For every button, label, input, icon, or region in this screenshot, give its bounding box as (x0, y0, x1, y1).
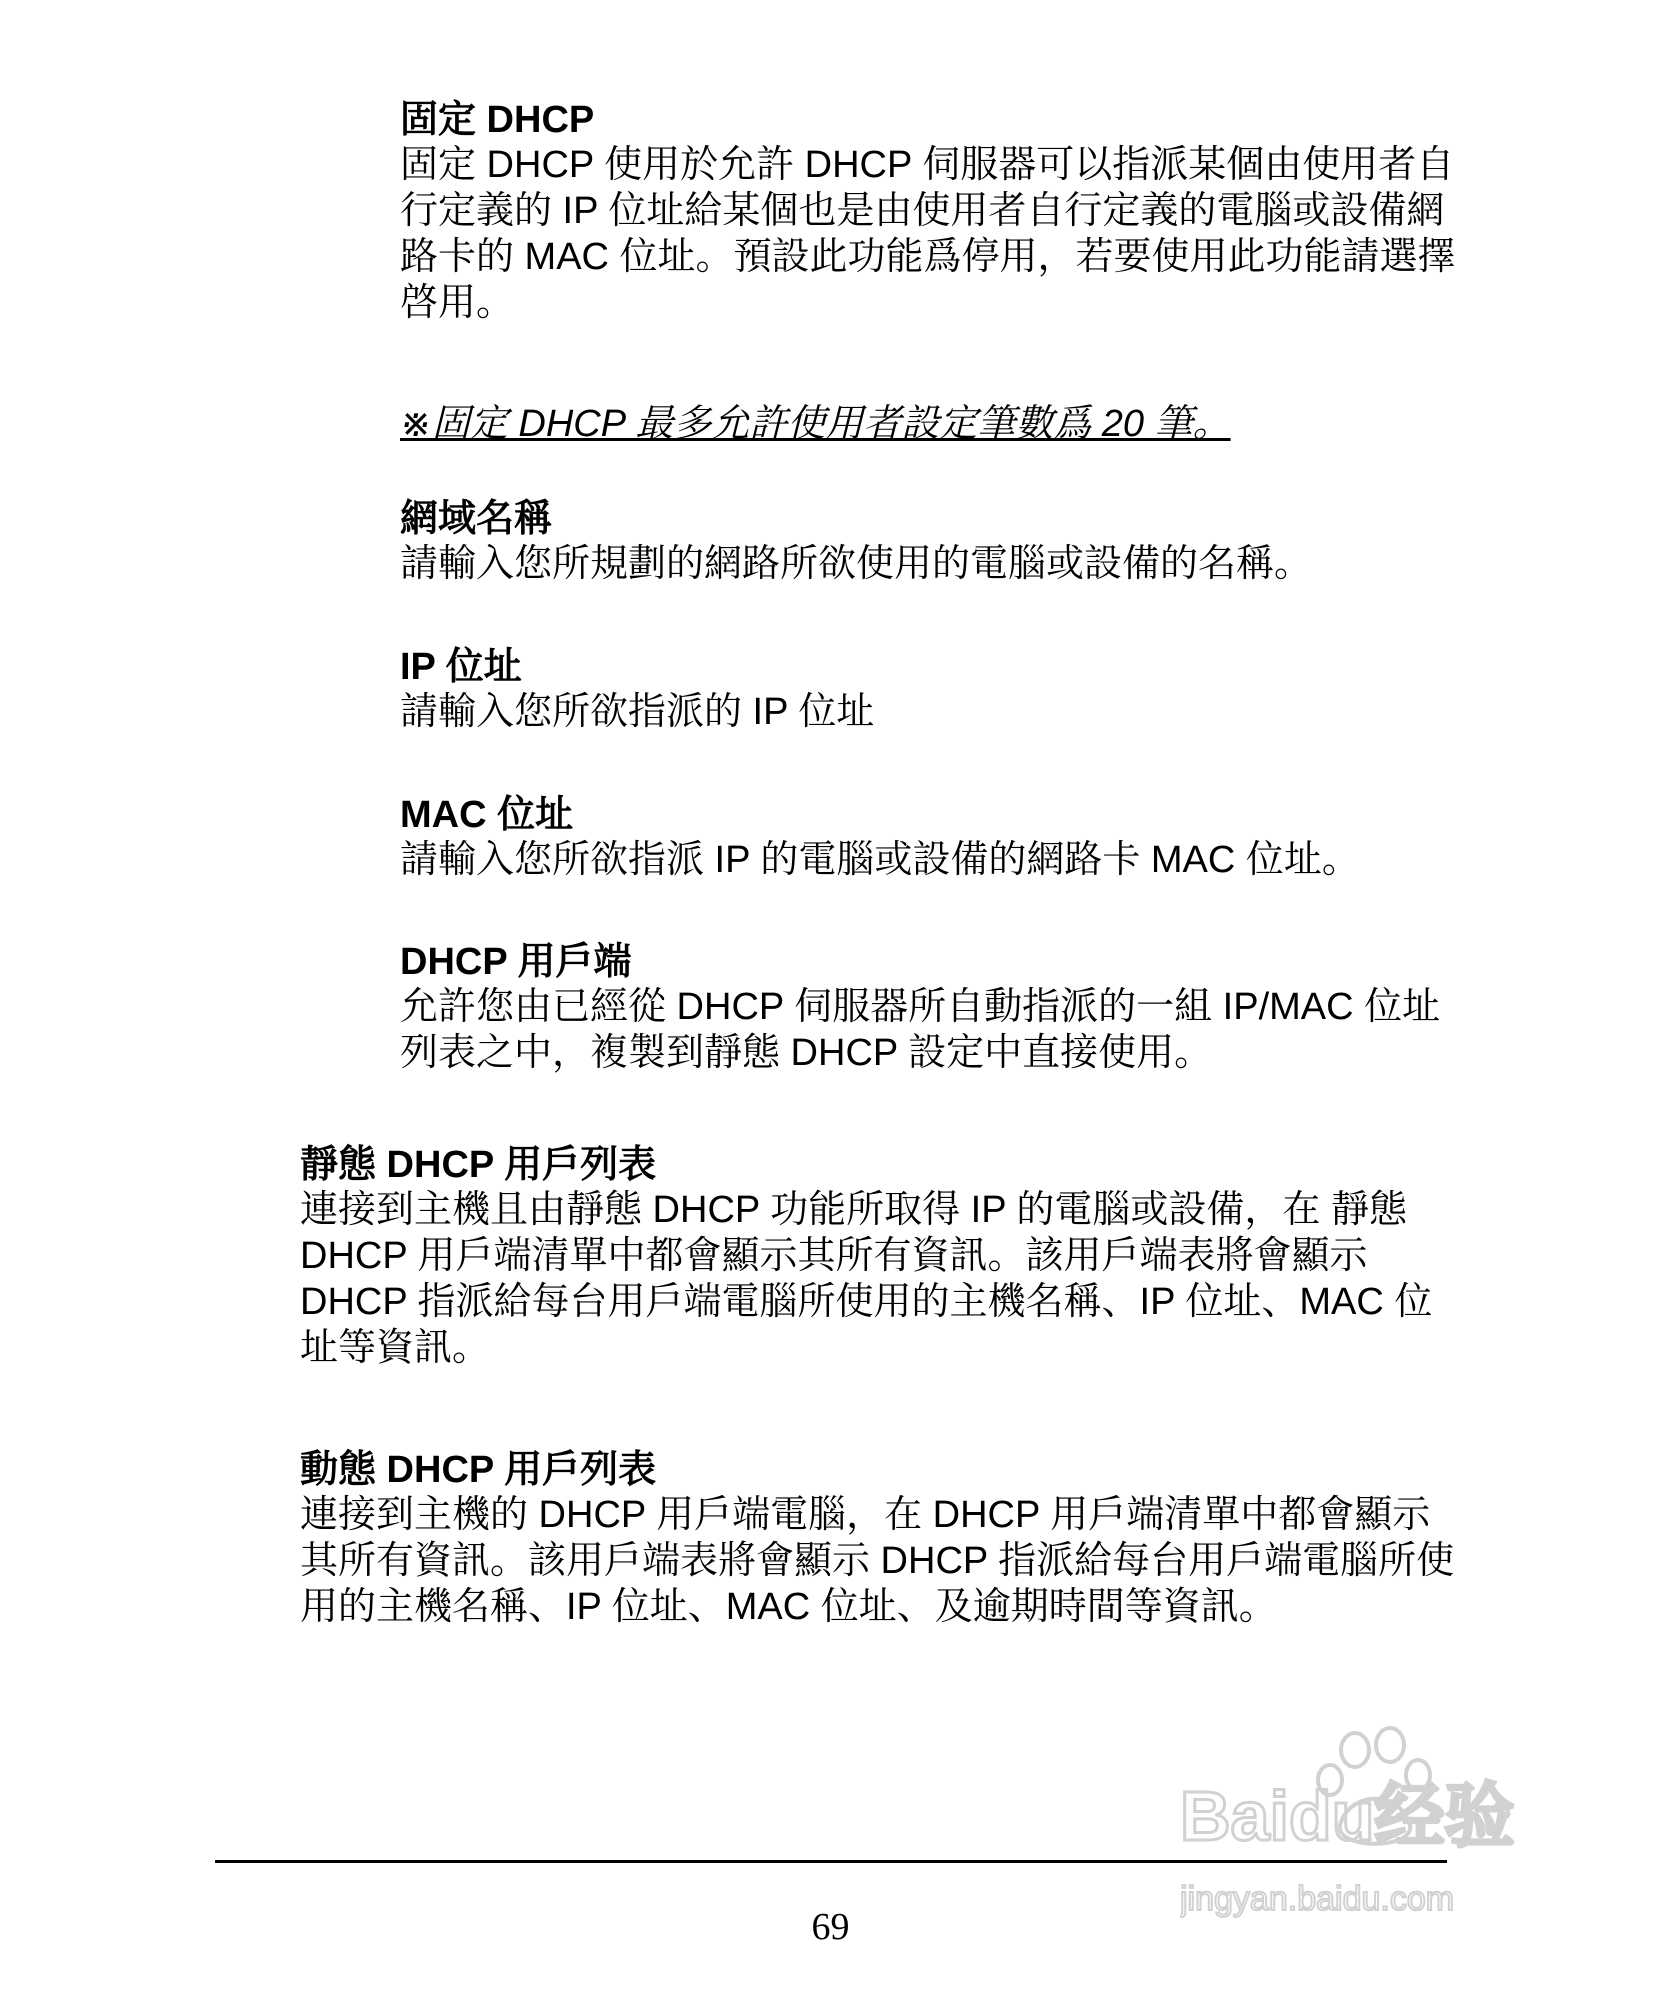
section-body: 請輸入您所規劃的網路所欲使用的電腦或設備的名稱。 (400, 543, 1313, 585)
section-heading: 網域名稱 (400, 498, 553, 540)
page-number: 69 (811, 1906, 850, 1948)
section-dynamic-dhcp-list (300, 1448, 1460, 1630)
section-body: 請輸入您所欲指派的 IP 位址 (400, 691, 875, 733)
section-heading: 動態 DHCP 用戶列表 (300, 1449, 657, 1491)
section-body: 請輸入您所欲指派 IP 的電腦或設備的網路卡 MAC 位址。 (400, 839, 1360, 881)
section-mac-address (400, 793, 1460, 883)
section-body: 允許您由已經從 DHCP 伺服器所自動指派的一組 IP/MAC 位址列表之中，複製到靜態 DHCP 設定中直接使用。 (400, 986, 1441, 1074)
section-heading: IP 位址 (400, 646, 522, 688)
note-text: ※固定 DHCP 最多允許使用者設定筆數爲 20 筆。 (400, 403, 1231, 445)
section-fixed-dhcp (400, 98, 1460, 326)
section-heading: MAC 位址 (400, 794, 574, 836)
section-ip-address (400, 645, 1460, 735)
baidu-watermark (1180, 1725, 1580, 1925)
watermark-brand: Baidu经验 (1180, 1777, 1515, 1855)
watermark-url: jingyan.baidu.com (1180, 1880, 1455, 1918)
note-block (400, 402, 1460, 446)
section-heading: 靜態 DHCP 用戶列表 (300, 1144, 657, 1186)
section-heading: DHCP 用戶端 (400, 941, 632, 983)
section-heading: 固定 DHCP (400, 99, 595, 141)
section-domain-name (400, 497, 1460, 587)
section-static-dhcp-list (300, 1143, 1460, 1371)
section-body: 連接到主機且由靜態 DHCP 功能所取得 IP 的電腦或設備，在 靜態 DHCP 用戶端清單中都會顯示其所有資訊。該用戶端表將會顯示 DHCP 指派給每台用戶端電腦所使用的主機名稱、IP 位址、MAC 位址等資訊。 (300, 1189, 1433, 1369)
section-dhcp-client (400, 940, 1460, 1076)
paw-icon (1180, 1725, 1580, 1925)
section-body: 固定 DHCP 使用於允許 DHCP 伺服器可以指派某個由使用者自行定義的 IP 位址給某個也是由使用者自行定義的電腦或設備網路卡的 MAC 位址。預設此功能爲停用，若要使用此功能請選擇啓用。 (400, 144, 1456, 324)
section-body: 連接到主機的 DHCP 用戶端電腦，在 DHCP 用戶端清單中都會顯示其所有資訊。該用戶端表將會顯示 DHCP 指派給每台用戶端電腦所使用的主機名稱、IP 位址、MAC 位址、及逾期時間等資訊。 (300, 1494, 1455, 1628)
